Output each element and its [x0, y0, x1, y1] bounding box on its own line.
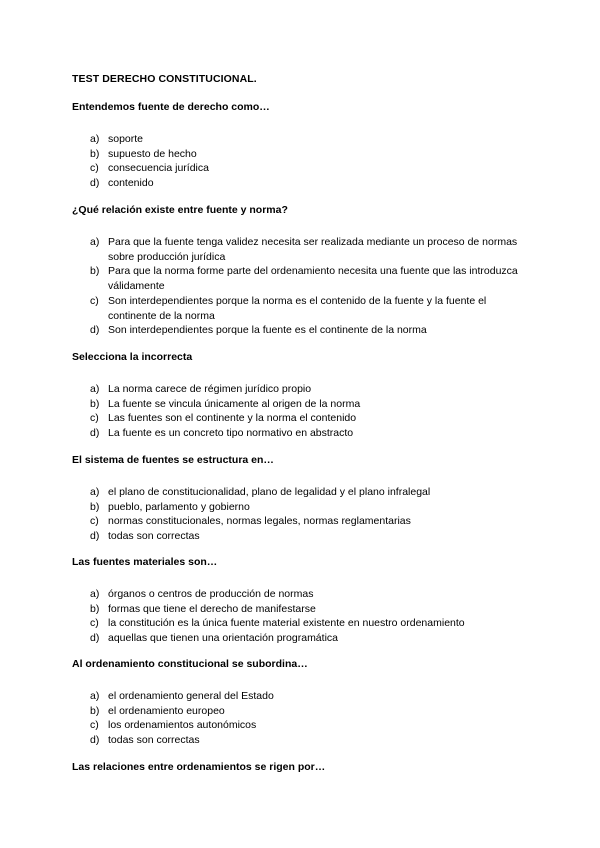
answer-option	[72, 382, 532, 397]
option-letter: c)	[90, 515, 99, 528]
answer-option	[72, 147, 532, 162]
answer-option	[72, 500, 532, 515]
option-text: La fuente es un concreto tipo normativo en abstracto	[108, 427, 354, 440]
option-letter: b)	[90, 265, 100, 278]
options-list	[72, 485, 532, 544]
option-letter: c)	[90, 294, 99, 307]
option-letter: b)	[90, 500, 100, 513]
answer-option	[72, 323, 532, 338]
answer-option	[72, 294, 532, 323]
answer-option	[72, 689, 532, 704]
question-text: ¿Qué relación existe entre fuente y norma?	[72, 204, 288, 216]
option-text: el plano de constitucionalidad, plano de legalidad y el plano infralegal	[108, 486, 431, 498]
answer-option	[72, 514, 532, 529]
option-text: la constitución es la única fuente material existente en nuestro ordenamiento	[108, 617, 465, 630]
options-list	[72, 689, 532, 748]
option-letter: b)	[90, 147, 100, 160]
options-list	[72, 132, 532, 191]
option-text: normas constitucionales, normas legales, normas reglamentarias	[108, 515, 411, 528]
answer-option	[72, 718, 532, 733]
question-text: Entendemos fuente de derecho como…	[72, 101, 270, 113]
option-text: supuesto de hecho	[108, 147, 197, 160]
question-block	[72, 556, 532, 646]
option-letter: c)	[90, 162, 99, 175]
answer-option	[72, 529, 532, 544]
question-text: El sistema de fuentes se estructura en…	[72, 454, 274, 466]
answer-option	[72, 176, 532, 191]
option-letter: d)	[90, 177, 100, 190]
question-block	[72, 351, 532, 441]
option-letter: b)	[90, 602, 100, 615]
answer-option	[72, 411, 532, 426]
option-text: los ordenamientos autonómicos	[108, 719, 257, 732]
option-text: formas que tiene el derecho de manifestarse	[108, 602, 316, 615]
answer-option	[72, 161, 532, 176]
document-title: TEST DERECHO CONSTITUCIONAL.	[72, 73, 257, 85]
question-block	[72, 658, 532, 748]
option-text: La fuente se vincula únicamente al origen de la norma	[108, 397, 361, 410]
option-letter: a)	[90, 486, 100, 498]
option-letter: d)	[90, 324, 100, 337]
option-text: el ordenamiento europeo	[108, 704, 225, 717]
option-text: Para que la norma forme parte del ordenamiento necesita una fuente que las introduzca válidamente	[108, 265, 518, 293]
option-text: consecuencia jurídica	[108, 162, 209, 175]
option-letter: a)	[90, 690, 100, 702]
option-letter: c)	[90, 617, 99, 630]
answer-option	[72, 616, 532, 631]
option-letter: a)	[90, 236, 100, 248]
question-text: Al ordenamiento constitucional se subordina…	[72, 658, 308, 670]
option-text: todas son correctas	[108, 530, 200, 543]
question-text: Selecciona la incorrecta	[72, 351, 193, 363]
question-block	[72, 761, 532, 774]
answer-option	[72, 704, 532, 719]
question-block	[72, 204, 532, 338]
option-letter: d)	[90, 734, 100, 747]
answer-option	[72, 485, 532, 500]
answer-option	[72, 602, 532, 617]
option-letter: c)	[90, 412, 99, 425]
option-text: todas son correctas	[108, 734, 200, 747]
option-letter: a)	[90, 383, 100, 395]
answer-option	[72, 631, 532, 646]
question-block	[72, 454, 532, 544]
option-letter: a)	[90, 588, 100, 600]
option-text: La norma carece de régimen jurídico propio	[108, 383, 312, 395]
options-list	[72, 587, 532, 646]
question-text: Las relaciones entre ordenamientos se rigen por…	[72, 761, 326, 773]
answer-option	[72, 733, 532, 748]
option-letter: d)	[90, 427, 100, 440]
option-text: pueblo, parlamento y gobierno	[108, 500, 250, 513]
option-text: soporte	[108, 133, 144, 145]
answer-option	[72, 426, 532, 441]
option-text: Para que la fuente tenga validez necesita ser realizada mediante un proceso de normas sobre producción jurídica	[108, 236, 518, 263]
answer-option	[72, 397, 532, 412]
option-letter: d)	[90, 632, 100, 645]
option-letter: b)	[90, 704, 100, 717]
option-letter: a)	[90, 133, 100, 145]
option-text: Son interdependientes porque la fuente es el continente de la norma	[108, 324, 427, 337]
option-text: Son interdependientes porque la norma es el contenido de la fuente y la fuente el continente de la norma	[108, 294, 487, 322]
answer-option	[72, 132, 532, 147]
option-letter: c)	[90, 719, 99, 732]
option-text: Las fuentes son el continente y la norma el contenido	[108, 412, 357, 425]
option-text: el ordenamiento general del Estado	[108, 690, 274, 702]
answer-option	[72, 587, 532, 602]
answer-option	[72, 235, 532, 264]
question-text: Las fuentes materiales son…	[72, 556, 218, 568]
answer-option	[72, 264, 532, 293]
options-list	[72, 382, 532, 441]
options-list	[72, 235, 532, 338]
option-text: contenido	[108, 177, 154, 190]
option-letter: b)	[90, 397, 100, 410]
option-text: órganos o centros de producción de normas	[108, 588, 314, 600]
question-block	[72, 101, 532, 191]
option-text: aquellas que tienen una orientación programática	[108, 632, 338, 645]
option-letter: d)	[90, 530, 100, 543]
